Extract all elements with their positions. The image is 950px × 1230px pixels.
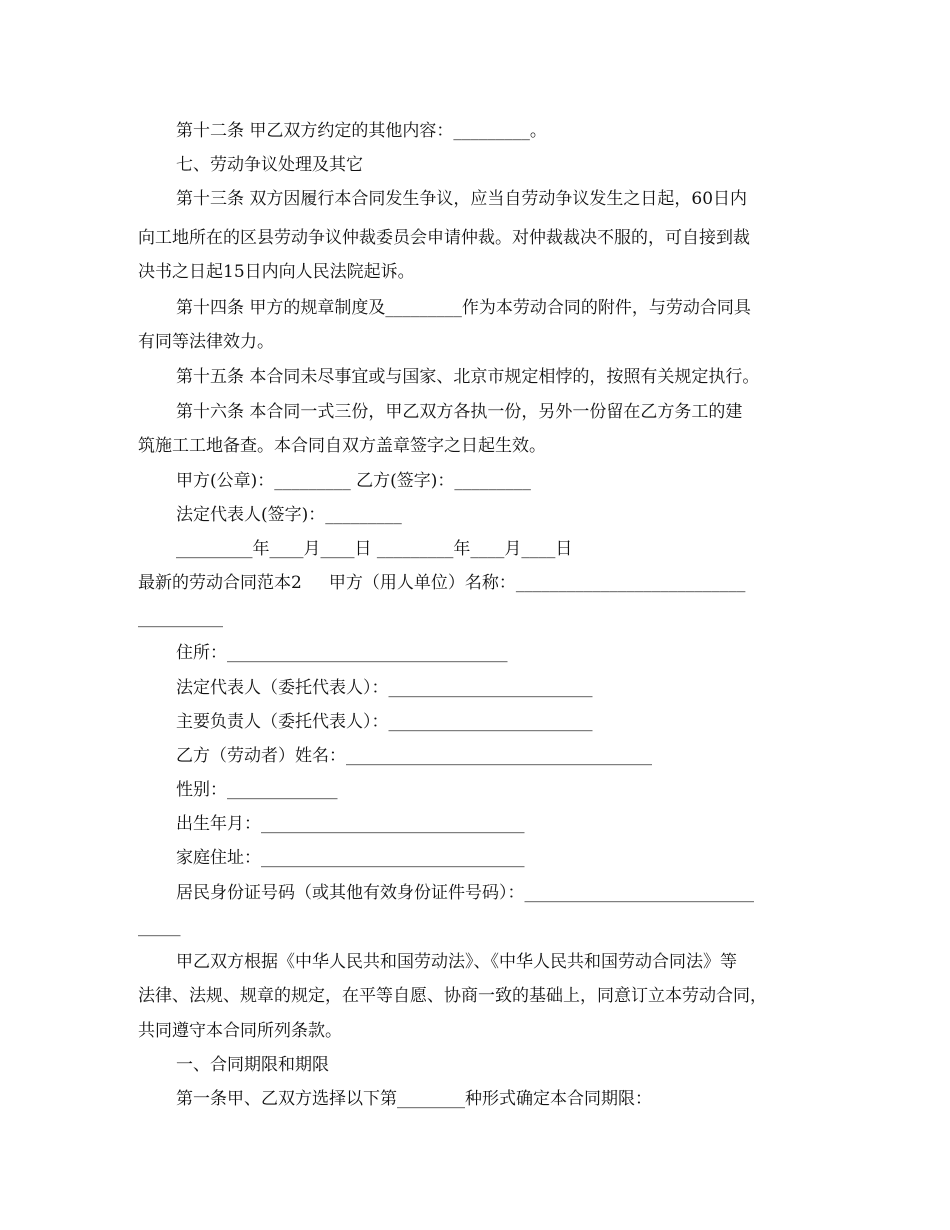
party-b-birth-date: 出生年月：_______________________________ [176, 814, 525, 834]
party-a-legal-representative: 法定代表人（委托代表人）：________________________ [176, 678, 593, 698]
article-1: 第一条甲、乙双方选择以下第________种形式确定本合同期限： [176, 1089, 652, 1109]
article-13-line-1: 第十三条 双方因履行本合同发生争议，应当自劳动争议发生之日起，60日内 [176, 189, 748, 209]
template-2-title-party-a-name: 最新的劳动合同范本2 甲方（用人单位）名称：___________________________ [138, 573, 746, 593]
article-16-line-2: 筑施工工地备查。本合同自双方盖章签字之日起生效。 [138, 436, 546, 456]
section-1-heading: 一、合同期限和期限 [176, 1055, 329, 1075]
article-14-line-2: 有同等法律效力。 [138, 332, 274, 352]
party-b-id-number: 居民身份证号码（或其他有效身份证件号码）：___________________________ [176, 883, 754, 903]
preamble-line-3: 共同遵守本合同所列条款。 [138, 1021, 342, 1041]
party-b-id-number-continuation: _____ [138, 917, 181, 937]
party-b-name: 乙方（劳动者）姓名：____________________________________ [176, 746, 652, 766]
article-13-line-2: 向工地所在的区县劳动争议仲裁委员会申请仲裁。对仲裁裁决不服的，可自接到裁 [138, 228, 750, 248]
article-15: 第十五条 本合同未尽事宜或与国家、北京市规定相悖的，按照有关规定执行。 [176, 367, 760, 387]
section-7-heading: 七、劳动争议处理及其它 [176, 155, 363, 175]
article-16-line-1: 第十六条 本合同一式三份，甲乙双方各执一份，另外一份留在乙方务工的建 [176, 402, 743, 422]
party-b-gender: 性别：_____________ [176, 780, 338, 800]
party-a-principal: 主要负责人（委托代表人）：________________________ [176, 712, 593, 732]
preamble-line-2: 法律、法规、规章的规定，在平等自愿、协商一致的基础上，同意订立本劳动合同， [138, 986, 767, 1006]
article-14-line-1: 第十四条 甲方的规章制度及_________作为本劳动合同的附件，与劳动合同具 [176, 298, 751, 318]
article-13-line-3: 决书之日起15日内向人民法院起诉。 [138, 262, 415, 282]
party-a-name-continuation: __________ [138, 608, 223, 628]
party-a-address: 住所：_________________________________ [176, 643, 508, 663]
party-b-home-address: 家庭住址：_______________________________ [176, 848, 525, 868]
article-12: 第十二条 甲乙双方约定的其他内容：_________。 [176, 121, 547, 141]
signature-dates: _________年____月____日 _________年____月____日 [176, 539, 573, 559]
legal-representative-signature: 法定代表人(签字)：_________ [176, 505, 402, 525]
preamble-line-1: 甲乙双方根据《中华人民共和国劳动法》、《中华人民共和国劳动合同法》等 [176, 952, 737, 972]
signature-parties: 甲方(公章)：_________ 乙方(签字)：_________ [176, 471, 531, 491]
